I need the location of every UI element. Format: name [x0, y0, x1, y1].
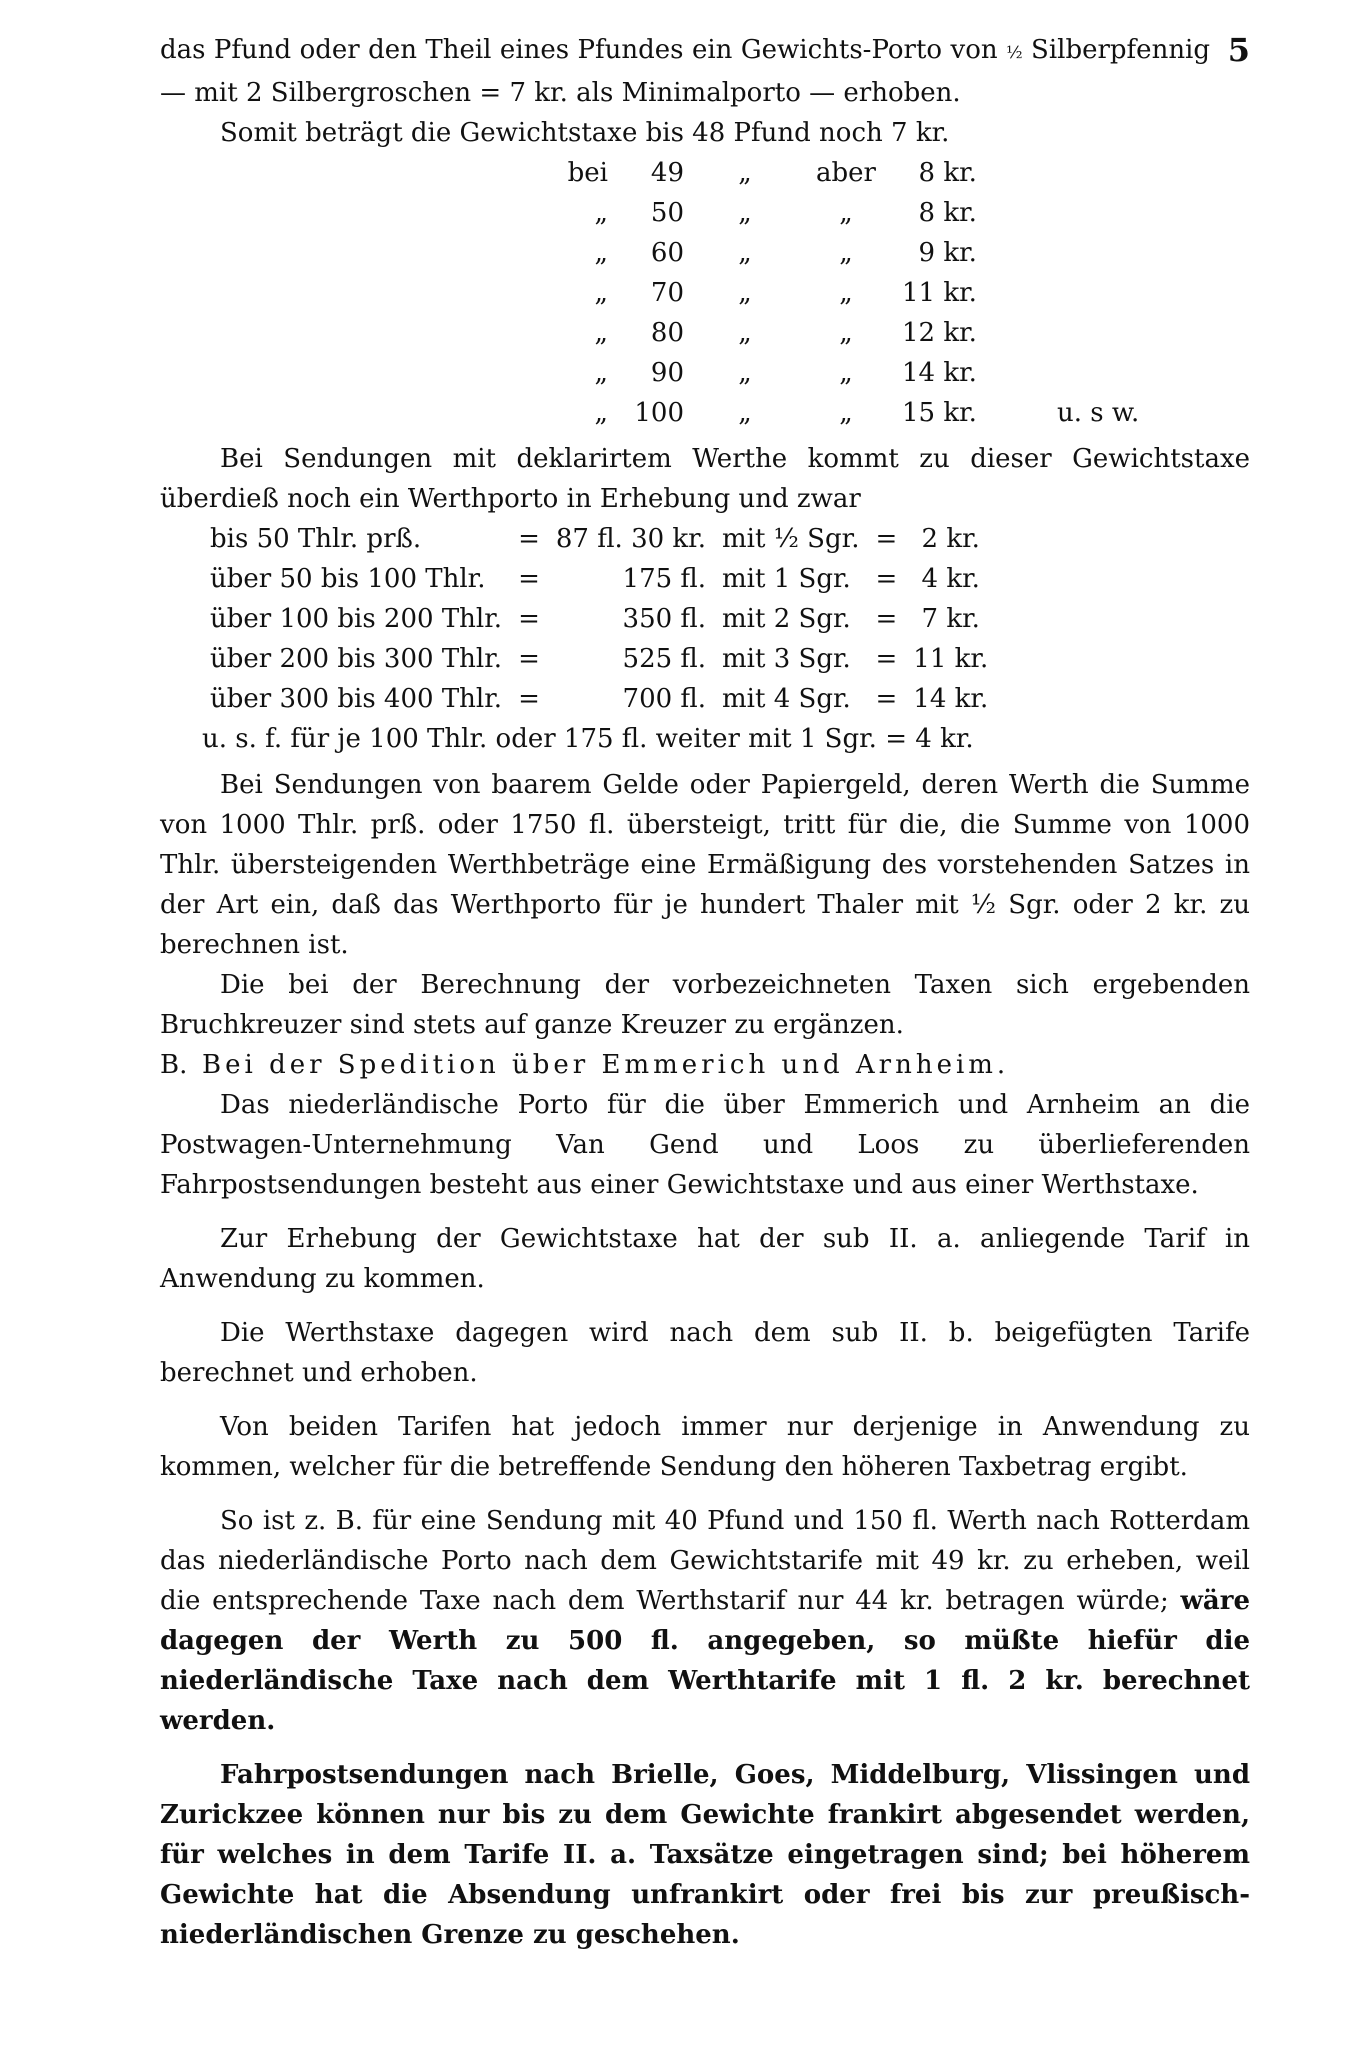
weight-tax-cell: „ [839, 358, 853, 388]
weight-tax-cell: 8 kr. [918, 198, 977, 228]
paragraph-porto-intro [160, 30, 1250, 113]
value-tax-cell: 87 fl. 30 kr. [555, 524, 707, 554]
paragraph-cash-shipments: Bei Sendungen von baarem Gelde oder Papiergeld, deren Werth die Summe von 1000 Thlr. prß. oder 1750 fl. übersteigt, tritt für die, die Summe von 1000 Thlr. übersteigenden Werthbeträge eine Ermäßigung des vorstehenden Satzes in der Art ein, daß das Werthporto für je hundert Thaler mit ½ Sgr. oder 2 kr. zu berechnen ist. [160, 770, 1250, 960]
weight-tax-cell: „ [738, 318, 752, 348]
weight-tax-cell [985, 353, 1147, 393]
weight-tax-cell: „ [738, 398, 752, 428]
weight-tax-cell: „ [738, 358, 752, 388]
weight-tax-cell: 49 [650, 158, 684, 188]
weight-tax-cell: „ [738, 198, 752, 228]
paragraph-value-tariff: Die Werthstaxe dagegen wird nach dem sub II. b. beigefügten Tarife berechnet und erhoben. [160, 1318, 1250, 1388]
weight-tax-cell: 50 [650, 198, 684, 228]
paragraph-weight-tariff: Zur Erhebung der Gewichtstaxe hat der sub II. a. anliegende Tarif in Anwendung zu kommen. [160, 1224, 1250, 1294]
value-tax-row [202, 559, 996, 599]
weight-tax-cell: „ [839, 398, 853, 428]
weight-tax-cell: „ [839, 318, 853, 348]
value-tax-row [202, 599, 996, 639]
value-tax-table [202, 519, 996, 719]
value-tax-cell: 7 kr. [921, 604, 980, 634]
section-b-heading [160, 1045, 1250, 1085]
value-tax-cell: mit 1 Sgr. [722, 564, 851, 594]
weight-tax-cell: 8 kr. [918, 158, 977, 188]
weight-tax-table [490, 153, 1147, 433]
weight-tax-cell: „ [594, 358, 608, 388]
value-tax-row [202, 679, 996, 719]
value-tax-row [202, 519, 996, 559]
paragraph-higher-tariff: Von beiden Tarifen hat jedoch immer nur derjenige in Anwendung zu kommen, welcher für die betreffende Sendung den höheren Taxbetrag ergibt. [160, 1412, 1250, 1482]
weight-tax-row [490, 193, 1147, 233]
weight-tax-cell: 80 [650, 318, 684, 348]
weight-tax-cell: 14 kr. [902, 358, 977, 388]
weight-tax-cell [985, 193, 1147, 233]
weight-tax-cell: 12 kr. [902, 318, 977, 348]
value-tax-cell: über 200 bis 300 Thlr. [210, 644, 503, 674]
weight-tax-row [490, 153, 1147, 193]
weight-tax-cell: „ [738, 158, 752, 188]
weight-tax-cell: „ [839, 198, 853, 228]
weight-tax-cell: „ [738, 238, 752, 268]
value-tax-cell: 175 fl. [622, 564, 707, 594]
value-tax-cell: 525 fl. [622, 644, 707, 674]
paragraph-rounding: Die bei der Berechnung der vorbezeichneten Taxen sich ergebenden Bruchkreuzer sind stets auf ganze Kreuzer zu ergänzen. [160, 970, 1250, 1040]
weight-tax-row [490, 313, 1147, 353]
value-tax-cell: 2 kr. [921, 524, 980, 554]
weight-tax-cell [985, 273, 1147, 313]
value-tax-cell: mit ½ Sgr. [722, 524, 860, 554]
document-page [160, 30, 1250, 2020]
value-tax-cell: bis 50 Thlr. prß. [210, 524, 422, 554]
paragraph-frankirung: Fahrpostsendungen nach Brielle, Goes, Middelburg, Vlissingen und Zurickzee können nur bis zu dem Gewichte frankirt abgesendet werden, für welches in dem Tarife II. a. Taxsätze eingetragen sind; bei höherem Gewichte hat die Absendung unfrankirt oder frei bis zur preußisch-niederländischen Grenze zu geschehen. [160, 1760, 1250, 1950]
fraction-half: ½ [1006, 43, 1023, 63]
weight-tax-cell: 11 kr. [902, 278, 977, 308]
weight-tax-cell: „ [594, 398, 608, 428]
value-tax-cell: mit 2 Sgr. [722, 604, 851, 634]
weight-tax-cell: „ [738, 278, 752, 308]
weight-tax-cell: 90 [650, 358, 684, 388]
paragraph-declared-value: Bei Sendungen mit deklarirtem Werthe kommt zu dieser Gewichtstaxe überdieß noch ein Werthporto in Erhebung und zwar [160, 444, 1250, 514]
value-tax-cell: über 50 bis 100 Thlr. [210, 564, 486, 594]
value-tax-cell: 14 kr. [913, 684, 989, 714]
weight-tax-cell: „ [594, 278, 608, 308]
weight-tax-cell: „ [594, 238, 608, 268]
weight-tax-row [490, 353, 1147, 393]
value-tax-cell: = [875, 564, 898, 594]
paragraph-weight-tax: Somit beträgt die Gewichtstaxe bis 48 Pfund noch 7 kr. [220, 118, 950, 148]
value-tax-cell: = [875, 644, 898, 674]
example-text-bold: wäre dagegen der Werth zu 500 fl. angegeben, so müßte hiefür die niederländische Taxe nach dem Werthtarife mit 1 fl. 2 kr. berechnet werden. [160, 1586, 1251, 1736]
page-number: 5 [1227, 31, 1250, 69]
weight-tax-cell: „ [594, 198, 608, 228]
weight-tax-cell: 9 kr. [918, 238, 977, 268]
value-tax-continuation: u. s. f. für je 100 Thlr. oder 175 fl. weiter mit 1 Sgr. = 4 kr. [202, 724, 974, 754]
value-tax-cell: 11 kr. [913, 644, 989, 674]
value-tax-cell: mit 4 Sgr. [722, 684, 851, 714]
value-tax-cell: 350 fl. [622, 604, 707, 634]
weight-tax-cell [985, 313, 1147, 353]
value-tax-cell: über 100 bis 200 Thlr. [210, 604, 503, 634]
value-tax-cell: 4 kr. [921, 564, 980, 594]
weight-tax-cell: „ [594, 318, 608, 348]
section-title: Bei der Spedition über Emmerich und Arnheim. [202, 1050, 1010, 1080]
value-tax-cell: = [518, 564, 540, 594]
porto-intro-text: das Pfund oder den Theil eines Pfundes ein Gewichts-Porto von [160, 35, 998, 65]
example-text: So ist z. B. für eine Sendung mit 40 Pfund und 150 fl. Werth nach Rotterdam das niederländische Porto nach dem Gewichtstarife mit 49 kr. zu erheben, weil die entsprechende Taxe nach dem Werthstarif nur 44 kr. betragen würde; [160, 1506, 1250, 1616]
weight-tax-row [490, 393, 1147, 433]
weight-tax-cell: 15 kr. [902, 398, 977, 428]
value-tax-cell: = [518, 644, 540, 674]
weight-tax-cell: 70 [650, 278, 684, 308]
value-tax-cell: = [875, 684, 898, 714]
porto-intro-rest: Silberpfennig — mit 2 Silbergroschen = 7 kr. als Minimalporto — erhoben. [160, 35, 1211, 108]
weight-tax-cell [985, 153, 1147, 193]
weight-tax-cell: 60 [650, 238, 684, 268]
weight-tax-cell [985, 233, 1147, 273]
value-tax-cell: = [518, 604, 540, 634]
value-tax-cell: = [875, 604, 898, 634]
value-tax-cell: mit 3 Sgr. [722, 644, 851, 674]
weight-tax-cell: „ [839, 238, 853, 268]
weight-tax-row [490, 233, 1147, 273]
weight-tax-row [490, 273, 1147, 313]
value-tax-cell: = [518, 684, 540, 714]
weight-tax-cell: u. s w. [1056, 398, 1140, 428]
value-tax-cell: = [875, 524, 898, 554]
weight-tax-cell: aber [816, 158, 876, 188]
weight-tax-cell: bei [567, 158, 608, 188]
value-tax-cell: über 300 bis 400 Thlr. [210, 684, 503, 714]
value-tax-cell: = [518, 524, 540, 554]
weight-tax-cell: 100 [634, 398, 684, 428]
value-tax-row [202, 639, 996, 679]
section-label: B. [160, 1050, 188, 1080]
paragraph-example [160, 1501, 1250, 1741]
paragraph-dutch-porto: Das niederländische Porto für die über Emmerich und Arnheim an die Postwagen-Unternehmung Van Gend und Loos zu überlieferenden Fahrpostsendungen besteht aus einer Gewichtstaxe und aus einer Werthstaxe. [160, 1090, 1250, 1200]
value-tax-cell: 700 fl. [622, 684, 707, 714]
weight-tax-cell: „ [839, 278, 853, 308]
